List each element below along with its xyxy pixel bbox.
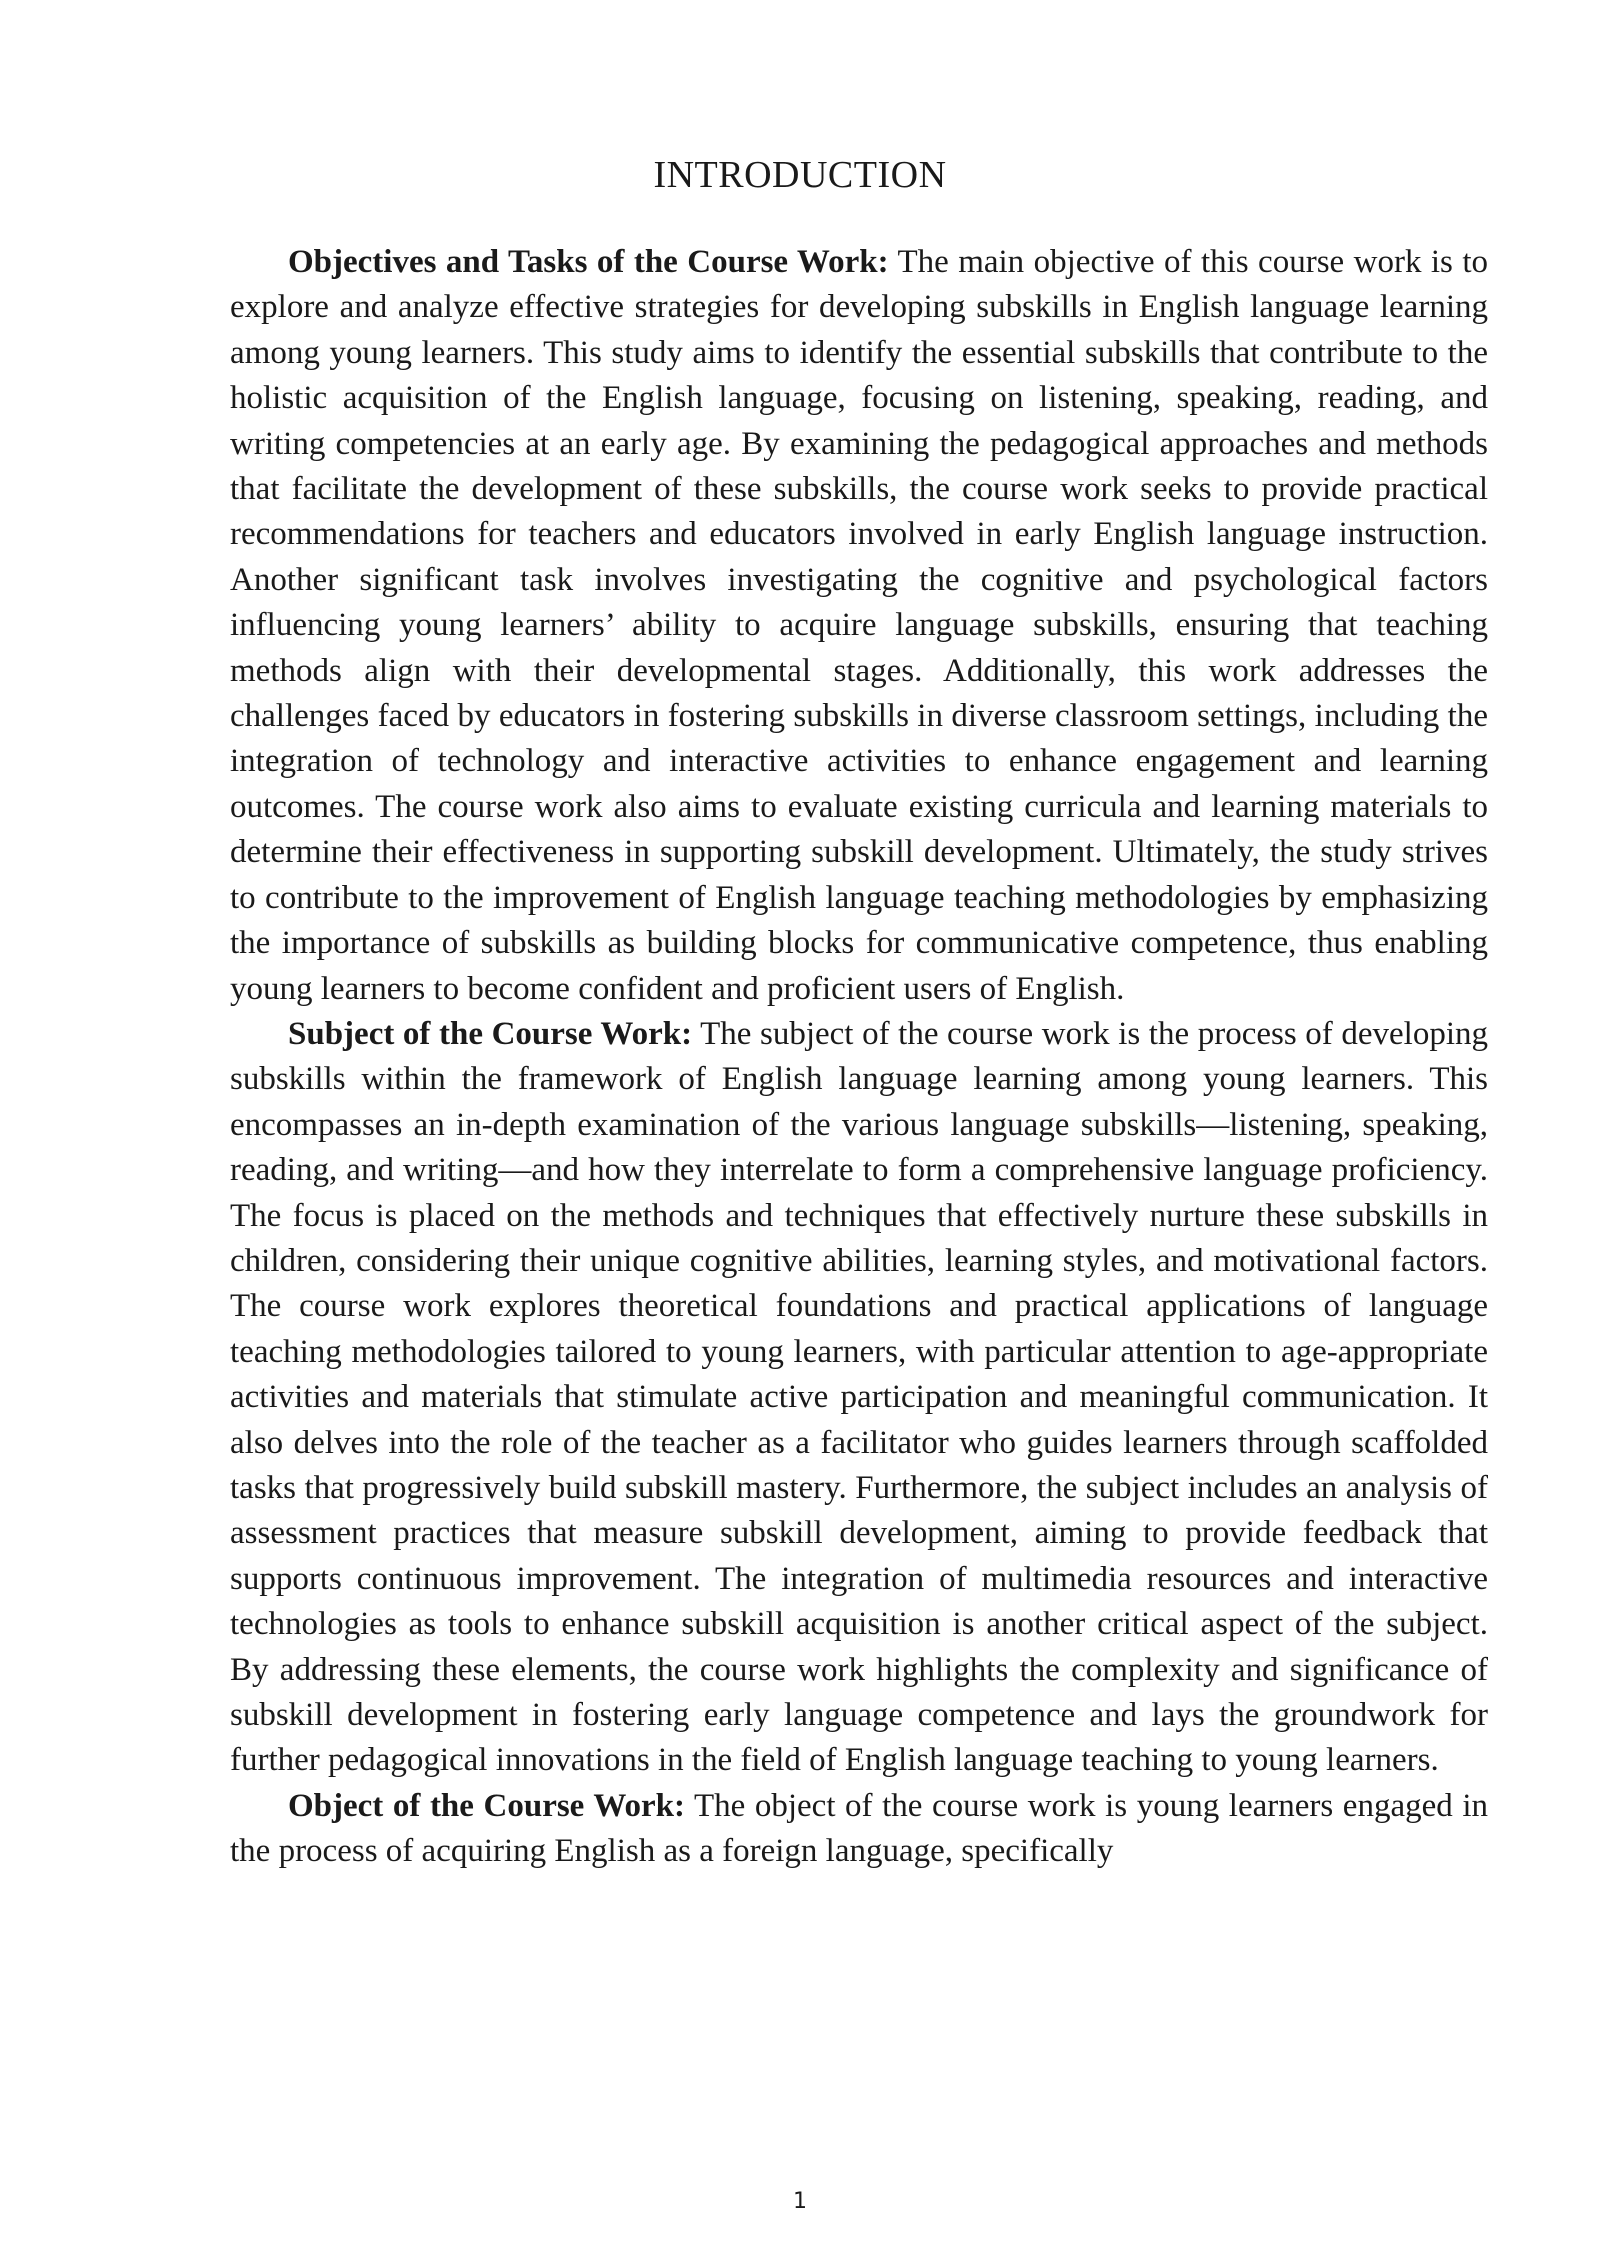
body-text	[230, 240, 1488, 1875]
paragraph-heading: Object of the Course Work:	[288, 1787, 685, 1824]
paragraph-subject	[230, 1012, 1488, 1784]
paragraph-heading: Subject of the Course Work:	[288, 1015, 693, 1052]
page-title: INTRODUCTION	[653, 154, 947, 196]
paragraph-heading: Objectives and Tasks of the Course Work:	[288, 244, 889, 280]
paragraph-body: The object of the course work is young learners engaged in the process of acquiring English as a foreign language, specifically	[230, 1787, 1488, 1870]
page-number: 1	[793, 2189, 807, 2214]
paragraph-body: The subject of the course work is the process of developing subskills within the framework of English language learning among young learners. This encompasses an in-depth examination of the various language subskills—listening, speaking, reading, and writing—and how they interrelate to form a comprehensive language proficiency. The focus is placed on the methods and techniques that effectively nurture these subskills in children, considering their unique cognitive abilities, learning styles, and motivational factors. The course work explores theoretical foundations and practical applications of language teaching methodologies tailored to young learners, with particular attention to age-appropriate activities and materials that stimulate active participation and meaningful communication. It also delves into the role of the teacher as a facilitator who guides learners through scaffolded tasks that progressively build subskill mastery. Furthermore, the subject includes an analysis of assessment practices that measure subskill development, aiming to provide feedback that supports continuous improvement. The integration of multimedia resources and interactive technologies as tools to enhance subskill acquisition is another critical aspect of the subject. By addressing these elements, the course work highlights the complexity and significance of subskill development in fostering early language competence and lays the groundwork for further pedagogical innovations in the field of English language teaching to young learners.	[230, 1015, 1488, 1779]
paragraph-objectives	[230, 240, 1488, 1012]
paragraph-body: The main objective of this course work is to explore and analyze effective strategies for developing subskills in English language learning among young learners. This study aims to identify the essential subskills that contribute to the holistic acquisition of the English language, focusing on listening, speaking, reading, and writing competencies at an early age. By examining the pedagogical approaches and methods that facilitate the development of these subskills, the course work seeks to provide practical recommendations for teachers and educators involved in early English language instruction. Another significant task involves investigating the cognitive and psychological factors influencing young learners’ ability to acquire language subskills, ensuring that teaching methods align with their developmental stages. Additionally, this work addresses the challenges faced by educators in fostering subskills in diverse classroom settings, including the integration of technology and interactive activities to enhance engagement and learning outcomes. The course work also aims to evaluate existing curricula and learning materials to determine their effectiveness in supporting subskill development. Ultimately, the study strives to contribute to the improvement of English language teaching methodologies by emphasizing the importance of subskills as building blocks for communicative competence, thus enabling young learners to become confident and proficient users of English.	[230, 244, 1489, 1007]
paragraph-object	[230, 1784, 1488, 1875]
